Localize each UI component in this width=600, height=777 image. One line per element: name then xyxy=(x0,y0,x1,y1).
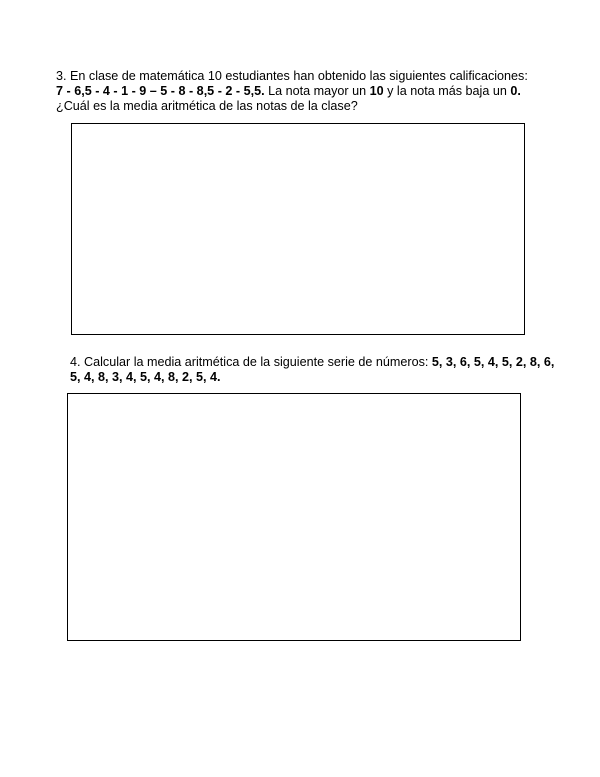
question-4-line-1 xyxy=(70,355,555,370)
answer-box-3[interactable] xyxy=(71,123,525,335)
max-grade: 10 xyxy=(369,84,384,98)
number-series-part-1: 5, 3, 6, 5, 4, 5, 2, 8, 6, xyxy=(431,355,555,369)
min-grade: 0 xyxy=(510,84,518,98)
number-series-part-2: 5, 4, 8, 3, 4, 5, 4, 8, 2, 5, 4. xyxy=(70,370,221,384)
question-4-intro: 4. Calcular la media aritmética de la siguiente serie de números: xyxy=(70,355,432,369)
answer-box-4[interactable] xyxy=(67,393,521,641)
question-4-line-2 xyxy=(70,370,550,385)
mid-text-a: La nota mayor un xyxy=(264,84,370,98)
question-3-line-3: ¿Cuál es la media aritmética de las notas de la clase? xyxy=(56,99,358,113)
question-3-line-1: 3. En clase de matemática 10 estudiantes han obtenido las siguientes calificaciones: xyxy=(56,69,528,83)
end-period: . xyxy=(517,84,521,98)
question-4-text xyxy=(70,355,555,385)
grades-list: 7 - 6,5 - 4 - 1 - 9 – 5 - 8 - 8,5 - 2 - 5,5. xyxy=(56,84,265,98)
mid-text-b: y la nota más baja un xyxy=(383,84,511,98)
question-3-text xyxy=(56,69,556,114)
question-3-line-2 xyxy=(56,84,556,99)
